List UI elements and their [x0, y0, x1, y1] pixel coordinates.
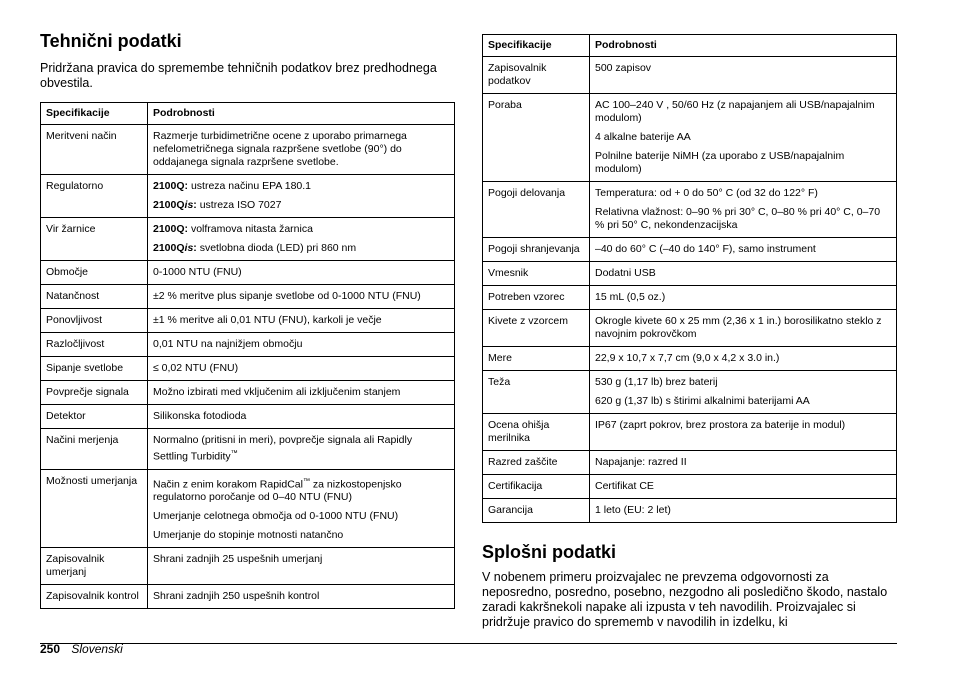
table-row — [41, 175, 455, 218]
detail-line: 0,01 NTU na najnižjem območju — [153, 338, 303, 350]
model-label: 2100Qis: — [153, 242, 197, 254]
spec-name-cell: Regulatorno — [41, 175, 148, 218]
spec-table-left-body — [41, 125, 455, 609]
spec-name-cell: Potreben vzorec — [483, 286, 590, 310]
detail-line: IP67 (zaprt pokrov, brez prostora za baterije in modul) — [595, 419, 846, 431]
table-row — [41, 125, 455, 175]
footer-language: Slovenski — [71, 642, 123, 656]
table-row — [41, 285, 455, 309]
section-title-general: Splošni podatki — [482, 542, 617, 562]
detail-line: 22,9 x 10,7 x 7,7 cm (9,0 x 4,2 x 3.0 in.) — [595, 352, 780, 364]
table-row — [41, 309, 455, 333]
spec-details-cell — [148, 218, 455, 261]
detail-line: Certifikat CE — [595, 480, 654, 492]
detail-line: Način z enim korakom RapidCal™ za nizkostopenjsko regulatorno poročanje od 0–40 NTU (FNU) — [153, 477, 402, 503]
spec-name-cell: Detektor — [41, 405, 148, 429]
spec-name-cell: Pogoji delovanja — [483, 182, 590, 238]
spec-name-cell: Mere — [483, 347, 590, 371]
detail-line: Dodatni USB — [595, 267, 656, 279]
intro-text: Pridržana pravica do spremembe tehničnih podatkov brez predhodnega obvestila. — [40, 61, 437, 90]
detail-line: Relativna vlažnost: 0–90 % pri 30° C, 0–80 % pri 40° C, 0–70 % pri 50° C, nekondenzacijska — [595, 206, 881, 231]
spec-name-cell: Razločljivost — [41, 333, 148, 357]
spec-name-cell: Vmesnik — [483, 262, 590, 286]
spec-details-cell — [148, 381, 455, 405]
detail-line: Napajanje: razred II — [595, 456, 687, 468]
detail-line: 2100Qis: ustreza ISO 7027 — [153, 199, 282, 211]
spec-details-cell — [148, 125, 455, 175]
spec-name-cell: Ocena ohišja merilnika — [483, 414, 590, 451]
detail-line: 4 alkalne baterije AA — [595, 131, 691, 143]
spec-name-cell: Ponovljivost — [41, 309, 148, 333]
general-text: V nobenem primeru proizvajalec ne prevzema odgovornosti za neposredno, posredno, posebno, nezgodno ali posledično škodo, nastalo zaradi kakršnekoli napake ali izpusta v teh navodilih. Proizvajalec si pridržuje pravico do sprememb v navodilih in izdelku, ki — [482, 570, 888, 629]
detail-line: Okrogle kivete 60 x 25 mm (2,36 x 1 in.) borosilikatno steklo z navojnim pokrovčkom — [595, 315, 882, 340]
right-column — [482, 34, 897, 630]
detail-line: 2100Q: ustreza načinu EPA 180.1 — [153, 180, 312, 192]
header-details: Podrobnosti — [148, 103, 455, 125]
spec-table-left — [40, 102, 455, 609]
detail-line: AC 100–240 V , 50/60 Hz (z napajanjem ali USB/napajalnim modulom) — [595, 99, 875, 124]
table-row — [41, 357, 455, 381]
detail-line: 620 g (1,37 lb) s štirimi alkalnimi baterijami AA — [595, 395, 810, 407]
spec-details-cell — [148, 469, 455, 548]
left-column — [40, 30, 455, 609]
spec-details-cell — [590, 451, 897, 475]
spec-details-cell — [148, 285, 455, 309]
spec-details-cell — [148, 585, 455, 609]
detail-line: 15 mL (0,5 oz.) — [595, 291, 666, 303]
detail-line: 2100Qis: svetlobna dioda (LED) pri 860 nm — [153, 242, 357, 254]
detail-line: ≤ 0,02 NTU (FNU) — [153, 362, 239, 374]
spec-details-cell — [590, 182, 897, 238]
table-row — [41, 218, 455, 261]
spec-name-cell: Garancija — [483, 499, 590, 523]
header-details: Podrobnosti — [590, 35, 897, 57]
table-row — [483, 310, 897, 347]
table-row — [41, 405, 455, 429]
table-row — [483, 371, 897, 414]
detail-line: –40 do 60° C (–40 do 140° F), samo instrument — [595, 243, 816, 255]
table-row — [483, 57, 897, 94]
spec-details-cell — [148, 261, 455, 285]
header-spec: Specifikacije — [483, 35, 590, 57]
trademark-sup: ™ — [230, 450, 238, 457]
spec-table-right-body — [483, 57, 897, 523]
spec-details-cell — [148, 357, 455, 381]
spec-details-cell — [590, 371, 897, 414]
spec-details-cell — [590, 414, 897, 451]
spec-details-cell — [148, 548, 455, 585]
spec-name-cell: Natančnost — [41, 285, 148, 309]
spec-name-cell: Možnosti umerjanja — [41, 469, 148, 548]
spec-name-cell: Poraba — [483, 94, 590, 182]
table-row — [41, 429, 455, 470]
detail-line: Shrani zadnjih 25 uspešnih umerjanj — [153, 553, 323, 565]
spec-details-cell — [590, 310, 897, 347]
page-number: 250 — [40, 642, 61, 656]
table-row — [41, 585, 455, 609]
model-label: 2100Q: — [153, 223, 189, 235]
page-footer — [40, 642, 123, 656]
spec-name-cell: Certifikacija — [483, 475, 590, 499]
table-row — [483, 182, 897, 238]
table-row — [483, 262, 897, 286]
detail-line: ±2 % meritve plus sipanje svetlobe od 0-1000 NTU (FNU) — [153, 290, 421, 302]
table-row — [483, 414, 897, 451]
spec-details-cell — [590, 262, 897, 286]
spec-details-cell — [590, 475, 897, 499]
spec-name-cell: Teža — [483, 371, 590, 414]
table-row — [483, 499, 897, 523]
model-label: 2100Qis: — [153, 199, 197, 211]
table-row — [483, 94, 897, 182]
spec-name-cell: Sipanje svetlobe — [41, 357, 148, 381]
table-header-row — [41, 103, 455, 125]
table-row — [41, 261, 455, 285]
detail-line: 0-1000 NTU (FNU) — [153, 266, 242, 278]
spec-details-cell — [590, 57, 897, 94]
table-row — [41, 548, 455, 585]
table-row — [483, 475, 897, 499]
detail-line: 530 g (1,17 lb) brez baterij — [595, 376, 718, 388]
spec-details-cell — [590, 347, 897, 371]
detail-line: Shrani zadnjih 250 uspešnih kontrol — [153, 590, 320, 602]
spec-name-cell: Pogoji shranjevanja — [483, 238, 590, 262]
spec-table-right — [482, 34, 897, 523]
table-row — [483, 347, 897, 371]
detail-line: Možno izbirati med vključenim ali izključenim stanjem — [153, 386, 401, 398]
table-row — [483, 238, 897, 262]
spec-details-cell — [148, 175, 455, 218]
spec-details-cell — [590, 238, 897, 262]
detail-line: Temperatura: od + 0 do 50° C (od 32 do 122° F) — [595, 187, 818, 199]
table-row — [41, 333, 455, 357]
table-row — [483, 451, 897, 475]
spec-name-cell: Zapisovalnik umerjanj — [41, 548, 148, 585]
table-row — [41, 469, 455, 548]
detail-line: 500 zapisov — [595, 62, 652, 74]
detail-line: Umerjanje celotnega območja od 0-1000 NTU (FNU) — [153, 510, 399, 522]
header-spec: Specifikacije — [41, 103, 148, 125]
page-title: Tehnični podatki — [40, 31, 182, 51]
spec-name-cell: Zapisovalnik podatkov — [483, 57, 590, 94]
spec-details-cell — [148, 333, 455, 357]
table-header-row — [483, 35, 897, 57]
spec-name-cell: Načini merjenja — [41, 429, 148, 470]
detail-line: 1 leto (EU: 2 let) — [595, 504, 671, 516]
spec-details-cell — [148, 429, 455, 470]
spec-name-cell: Razred zaščite — [483, 451, 590, 475]
detail-line: Razmerje turbidimetrične ocene z uporabo primarnega nefelometričnega signala razpršene svetlobe (90°) do oddajanega signala razpršene svetlobe. — [153, 130, 407, 168]
footer-divider — [40, 643, 897, 644]
detail-line: ±1 % meritve ali 0,01 NTU (FNU), karkoli je večje — [153, 314, 382, 326]
detail-line: 2100Q: volframova nitasta žarnica — [153, 223, 313, 235]
spec-details-cell — [590, 94, 897, 182]
detail-line: Normalno (pritisni in meri), povprečje signala ali Rapidly Settling Turbidity™ — [153, 434, 413, 463]
spec-name-cell: Območje — [41, 261, 148, 285]
spec-details-cell — [148, 405, 455, 429]
detail-line: Umerjanje do stopinje motnosti natančno — [153, 529, 344, 541]
table-row — [483, 286, 897, 310]
spec-name-cell: Meritveni način — [41, 125, 148, 175]
model-label: 2100Q: — [153, 180, 189, 192]
spec-details-cell — [148, 309, 455, 333]
spec-name-cell: Zapisovalnik kontrol — [41, 585, 148, 609]
trademark-sup: ™ — [302, 477, 310, 485]
spec-name-cell: Vir žarnice — [41, 218, 148, 261]
spec-details-cell — [590, 499, 897, 523]
detail-line: Polnilne baterije NiMH (za uporabo z USB/napajalnim modulom) — [595, 150, 845, 175]
spec-name-cell: Kivete z vzorcem — [483, 310, 590, 347]
spec-name-cell: Povprečje signala — [41, 381, 148, 405]
detail-line: Silikonska fotodioda — [153, 410, 247, 422]
table-row — [41, 381, 455, 405]
spec-details-cell — [590, 286, 897, 310]
